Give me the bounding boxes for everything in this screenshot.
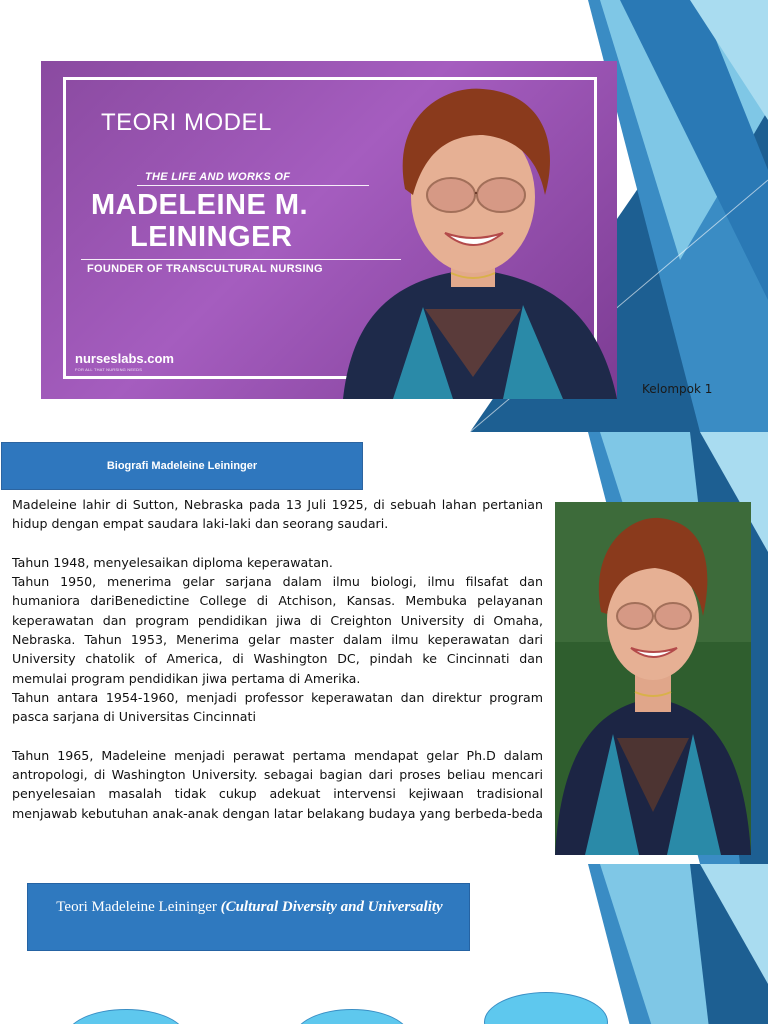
- portrait-photo-biography: [555, 502, 751, 855]
- biography-text: [12, 495, 543, 823]
- theory-heading-box: [27, 883, 470, 951]
- banner-name-line-1: MADELEINE M.: [91, 189, 309, 221]
- biography-paragraph: Tahun 1950, menerima gelar sarjana dalam ilmu biologi, ilmu filsafat dan humaniora dariBenedictine College di Atchison, Kansas. Membuka pelayanan keperawatan dan program pendidikan jiwa di Creighton University di Omaha, Nebraska. Tahun 1953, Menerima gelar master dalam ilmu keperawatan dari University chatolik of America, di Washington DC, pindah ke Cincinnati dan memulai program pendidikan jiwa pertama di Amerika.: [12, 574, 543, 686]
- theory-heading: [48, 897, 451, 917]
- nurseslabs-logo: nurseslabs.com: [75, 351, 174, 366]
- slide-1: [0, 0, 768, 432]
- biography-paragraph: Madeleine lahir di Sutton, Nebraska pada 13 Juli 1925, di sebuah lahan pertanian hidup dengan empat saudara laki-laki dan seorang saudari.: [12, 497, 543, 532]
- biography-heading: Biografi Madeleine Leininger: [106, 460, 258, 472]
- portrait-photo-banner: [333, 77, 617, 399]
- biography-paragraph: Tahun 1965, Madeleine menjadi perawat pertama mendapat gelar Ph.D dalam antropologi, di Washington University. sebagai bagian dari proses beliau mencari penyelesaian masalah tidak cukup adekuat intervensi kejiwaan tradisional menjawab kebutuhan anak-anak dengan latar belakang budaya yang berbeda-beda: [12, 747, 543, 821]
- banner-subtitle: THE LIFE AND WORKS OF: [145, 171, 291, 183]
- banner-title: TEORI MODEL: [101, 109, 272, 136]
- theory-heading-main: Teori Madeleine Leininger: [56, 899, 217, 915]
- banner-tagline: FOUNDER OF TRANSCULTURAL NURSING: [87, 263, 323, 275]
- biography-paragraph: Tahun 1948, menyelesaikan diploma keperawatan.: [12, 554, 333, 570]
- biography-paragraph: Tahun antara 1954-1960, menjadi professor keperawatan dan direktur program pasca sarjana di Universitas Cincinnati: [12, 690, 543, 725]
- nurseslabs-logo-tagline: FOR ALL THAT NURSING NEEDS: [75, 367, 143, 372]
- group-label: Kelompok 1: [642, 382, 713, 396]
- slide-3: [0, 864, 768, 1024]
- title-banner: [41, 61, 617, 399]
- theory-heading-italic: (Cultural Diversity and Universality: [220, 899, 443, 915]
- biography-heading-box: [1, 442, 363, 490]
- slide-2: [0, 432, 768, 864]
- banner-name-line-2: LEININGER: [130, 221, 293, 253]
